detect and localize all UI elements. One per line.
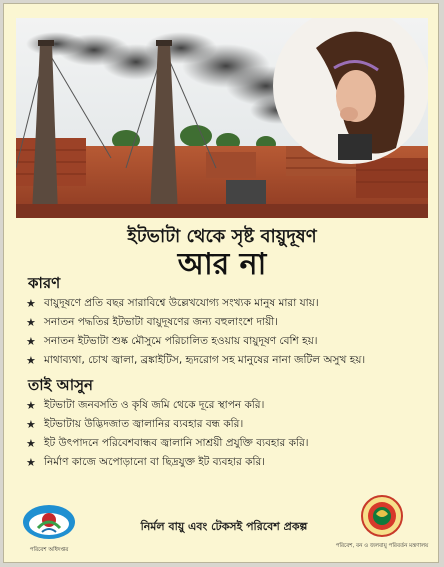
star-bullet-icon: ★ (26, 437, 36, 450)
action-text: ইট উৎপাদনে পরিবেশবান্ধব জ্বালানি সাশ্রয়ী প্রযুক্তি ব্যবহার করি। (44, 437, 309, 449)
star-bullet-icon: ★ (26, 297, 36, 310)
cause-text: সনাতন ইটভাটা শুষ্ক মৌসুমে পরিচালিত হওয়ায় বায়ুদূষণ বেশি হয়। (44, 335, 318, 347)
list-item (26, 396, 426, 415)
list-item (26, 453, 426, 472)
left-logo-caption: পরিবেশ অধিদপ্তর (29, 547, 69, 553)
star-bullet-icon: ★ (26, 418, 36, 431)
action-text: ইটভাটা জনবসতি ও কৃষি জমি থেকে দূরে স্থাপন করি। (44, 399, 265, 411)
list-item (26, 351, 426, 370)
project-name: নির্মল বায়ু এবং টেকসই পরিবেশ প্রকল্প (140, 520, 308, 533)
star-bullet-icon: ★ (26, 354, 36, 367)
action-text: নির্মাণ কাজে অপোড়ানো বা ছিদ্রযুক্ত ইট ব্যবহার করি। (44, 456, 266, 468)
star-bullet-icon: ★ (26, 456, 36, 469)
action-text: ইটভাটায় উদ্ভিদজাত জ্বালানির ব্যবহার বন্ধ করি। (44, 418, 244, 430)
government-seal-logo (334, 494, 430, 551)
government-seal-icon (360, 494, 404, 538)
headline: ইটভাটা থেকে সৃষ্ট বায়ুদূষণ (127, 226, 317, 247)
cause-text: সনাতন পদ্ধতির ইটভাটা বায়ুদূষণের জন্য বহুলাংশে দায়ী। (44, 316, 279, 328)
causes-title: কারণ (28, 274, 61, 292)
right-logo-caption: পরিবেশ, বন ও জলবায়ু পরিবর্তন মন্ত্রণালয় (335, 543, 429, 549)
causes-list (26, 294, 426, 370)
star-bullet-icon: ★ (26, 335, 36, 348)
doe-emblem-icon (20, 502, 78, 542)
star-bullet-icon: ★ (26, 399, 36, 412)
list-item (26, 332, 426, 351)
cause-text: মাথাব্যথা, চোখ জ্বালা, ব্রঙ্কাইটিস, হৃদরোগ সহ মানুষের নানা জটিল অসুখ হয়। (44, 354, 366, 366)
department-of-environment-logo (18, 502, 80, 555)
list-item (26, 294, 426, 313)
actions-title: তাই আসুন (28, 376, 93, 394)
awareness-poster (3, 3, 439, 563)
brick-kiln-scene (16, 18, 428, 218)
list-item (26, 313, 426, 332)
subheadline: আর না (177, 247, 267, 282)
cause-text: বায়ুদূষণে প্রতি বছর সারাবিশ্বে উল্লেখযোগ্য সংখ্যক মানুষ মারা যায়। (44, 297, 319, 309)
star-bullet-icon: ★ (26, 316, 36, 329)
list-item (26, 434, 426, 453)
actions-list (26, 396, 426, 472)
brick-kiln-illustration (16, 18, 428, 218)
list-item (26, 415, 426, 434)
